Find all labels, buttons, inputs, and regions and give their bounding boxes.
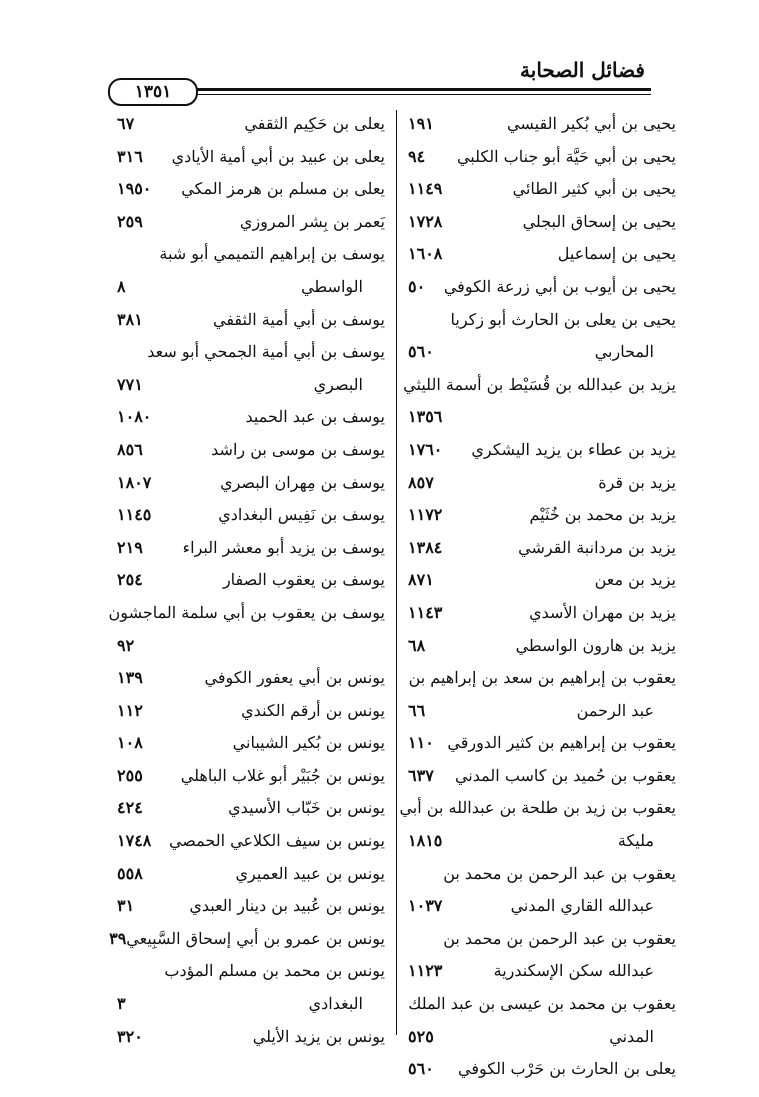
entry-page-number: ٣١٦: [117, 146, 143, 166]
entry-name: يزيد بن معن: [594, 570, 676, 590]
page-header: [108, 58, 651, 108]
entry-page-number: ٣٨١: [117, 309, 143, 329]
entry-page-number: ٥٢٥: [408, 1026, 434, 1046]
entry-page-number: ١٧٤٨: [117, 831, 152, 851]
index-entry: [408, 505, 676, 538]
index-entry: [408, 538, 676, 571]
index-entry: [408, 1027, 676, 1060]
entry-page-number: ٢٥٩: [117, 211, 143, 231]
index-entry: [117, 244, 385, 277]
entry-name: يونس بن أبي يعفور الكوفي: [204, 668, 385, 688]
entry-name: يونس بن جُبَيْر أبو غلاب الباهلي: [180, 765, 385, 785]
entry-page-number: ١١٢: [117, 700, 143, 720]
entry-page-number: ١٧٢٨: [408, 211, 443, 231]
index-column-right: [399, 114, 676, 1092]
entry-name: يزيد بن عبدالله بن قُسَيْط بن أسمة الليثي: [403, 374, 676, 394]
index-entry: [117, 277, 385, 310]
index-entry: [117, 440, 385, 473]
index-entry: [117, 864, 385, 897]
entry-page-number: ١١٤٣: [408, 602, 443, 622]
entry-name: يعقوب بن إبراهيم بن كثير الدورقي: [447, 733, 676, 753]
index-entry: [117, 896, 385, 929]
entry-name: يوسف بن يعقوب بن أبي سلمة الماجشون: [108, 602, 385, 622]
entry-page-number: ١١٤٥: [117, 505, 152, 525]
index-entry: [109, 928, 385, 962]
entry-name: يونس بن سيف الكلاعي الحمصي: [168, 831, 385, 851]
entry-page-number: ١٣٨٤: [408, 537, 443, 557]
index-entry: [408, 473, 676, 506]
entry-name: يحيى بن إسماعيل: [557, 244, 676, 264]
entry-name: يوسف بن أبي أمية الجمحي أبو سعد: [147, 342, 385, 362]
index-entry: [117, 668, 385, 701]
entry-page-number: ٣٢٠: [117, 1026, 143, 1046]
entry-name: يونس بن يزيد الأيلي: [252, 1026, 385, 1046]
entry-page-number: ٦٨: [408, 635, 426, 655]
index-entry: [117, 961, 385, 994]
index-entry: [408, 310, 676, 343]
entry-page-number: ١١٠: [408, 733, 434, 753]
entry-page-number: ٢٥٤: [117, 570, 143, 590]
entry-name: يونس بن عُبيد بن دينار العبدي: [189, 896, 385, 916]
index-entry: [117, 407, 385, 440]
entry-name: يعقوب بن إبراهيم بن سعد بن إبراهيم بن: [408, 668, 676, 688]
index-entry: [408, 636, 676, 669]
entry-name: يونس بن محمد بن مسلم المؤدب: [164, 961, 385, 981]
column-divider: [396, 110, 397, 1035]
entry-name: يحيى بن يعلى بن الحارث أبو زكريا: [450, 309, 676, 329]
entry-page-number: ٩٢: [117, 635, 135, 655]
index-entry: [108, 602, 385, 636]
entry-name: يحيى بن أبي بُكير القيسي: [507, 114, 676, 133]
index-entry: [408, 1059, 676, 1092]
page-number: ١٣٥١: [108, 78, 198, 106]
index-column-left: [108, 114, 385, 1059]
index-entry: [408, 570, 676, 603]
index-entry: [117, 570, 385, 603]
entry-page-number: ٥٠: [408, 276, 426, 296]
entry-name: يحيى بن أيوب بن أبي زرعة الكوفي: [443, 276, 676, 296]
index-entry: [408, 440, 676, 473]
entry-page-number: ١٠٨: [117, 733, 143, 753]
index-entry: [408, 864, 676, 897]
entry-page-number: ١٣٥٦: [408, 407, 443, 427]
entry-page-number: ١١٢٣: [408, 961, 443, 981]
entry-page-number: ٣٩: [109, 928, 127, 948]
entry-name: البصري: [313, 374, 363, 394]
entry-name: يعقوب بن زيد بن طلحة بن عبدالله بن أبي: [399, 798, 676, 818]
entry-page-number: ٤٢٤: [117, 798, 143, 818]
entry-name: يوسف بن يعقوب الصفار: [222, 570, 385, 590]
entry-name: يحيى بن أبي كثير الطائي: [512, 179, 676, 199]
index-entry: [408, 212, 676, 245]
entry-name: يوسف بن مِهران البصري: [220, 472, 385, 492]
entry-name: يزيد بن مردانبة القرشي: [518, 537, 676, 557]
entry-page-number: ٢١٩: [117, 537, 143, 557]
entry-name: يعلى بن الحارث بن حَرْب الكوفي: [458, 1059, 676, 1079]
entry-page-number: ١٦٠٨: [408, 244, 443, 264]
index-entry: [408, 114, 676, 147]
index-entry: [408, 668, 676, 701]
entry-name: يزيد بن قرة: [598, 472, 676, 492]
entry-name: يزيد بن محمد بن خُثَيْم: [529, 505, 676, 525]
index-entry: [117, 212, 385, 245]
index-entry: [117, 375, 385, 408]
entry-name: عبدالله سكن الإسكندرية: [493, 961, 654, 981]
index-entry: [403, 374, 676, 408]
entry-page-number: ٨: [117, 276, 126, 296]
index-entry: [117, 114, 385, 147]
index-entry: [117, 505, 385, 538]
entry-page-number: ١٠٣٧: [408, 896, 443, 916]
entry-page-number: ٧٧١: [117, 374, 143, 394]
entry-page-number: ١٧٦٠: [408, 439, 443, 459]
entry-name: يعلى بن عبيد بن أبي أمية الأيادي: [171, 146, 385, 166]
entry-name: المحاربي: [594, 342, 654, 362]
index-entry: [117, 179, 385, 212]
index-entry: [408, 831, 676, 864]
entry-name: يوسف بن موسى بن راشد: [211, 439, 385, 459]
entry-name: المدني: [609, 1026, 654, 1046]
index-entry: [117, 733, 385, 766]
entry-name: يوسف بن يزيد أبو معشر البراء: [182, 537, 385, 557]
index-entry: [117, 994, 385, 1027]
entry-page-number: ٦٧: [117, 114, 135, 133]
entry-name: يحيى بن أبي حَيَّة أبو جناب الكلبي: [456, 146, 676, 166]
entry-page-number: ٦٦: [408, 700, 426, 720]
entry-page-number: ١٣٩: [117, 668, 143, 688]
header-rule-thin: [194, 94, 651, 95]
entry-page-number: ٥٦٠: [408, 342, 434, 362]
entry-page-number: ١٩١: [408, 114, 434, 133]
entry-name: يزيد بن عطاء بن يزيد اليشكري: [471, 439, 676, 459]
entry-page-number: ٣١: [117, 896, 135, 916]
entry-name: يوسف بن إبراهيم التميمي أبو شبة: [159, 244, 385, 264]
index-entry: [117, 701, 385, 734]
entry-name: الواسطي: [301, 276, 363, 296]
entry-page-number: ٦٣٧: [408, 765, 434, 785]
index-entry: [117, 538, 385, 571]
entry-page-number: ١٠٨٠: [117, 407, 152, 427]
index-entry: [117, 147, 385, 180]
entry-name: يَعمر بن بِشر المروزي: [239, 211, 385, 231]
index-entry: [117, 831, 385, 864]
entry-page-number: ١٩٥٠: [117, 179, 152, 199]
entry-name: عبدالله القاري المدني: [510, 896, 654, 916]
index-entry: [117, 636, 385, 669]
entry-page-number: ٥٥٨: [117, 863, 143, 883]
index-entry: [408, 994, 676, 1027]
index-entry: [408, 342, 676, 375]
entry-name: يونس بن عمرو بن أبي إسحاق السَّبِيعي: [126, 928, 385, 948]
index-entry: [408, 277, 676, 310]
index-entry: [408, 896, 676, 929]
entry-name: يونس بن أرقم الكندي: [241, 700, 385, 720]
entry-page-number: ١١٤٩: [408, 179, 443, 199]
index-entry: [117, 473, 385, 506]
entry-name: يعقوب بن محمد بن عيسى بن عبد الملك: [408, 994, 676, 1014]
index-entry: [408, 244, 676, 277]
entry-name: يحيى بن إسحاق البجلي: [522, 211, 676, 231]
entry-page-number: ١٨٠٧: [117, 472, 152, 492]
entry-name: يعلى بن مسلم بن هرمز المكي: [181, 179, 385, 199]
entry-name: البغدادي: [308, 994, 363, 1014]
entry-name: يوسف بن عبد الحميد: [245, 407, 385, 427]
entry-page-number: ١٨١٥: [408, 831, 443, 851]
entry-page-number: ١١٧٢: [408, 505, 443, 525]
entry-name: يعقوب بن حُميد بن كاسب المدني: [454, 765, 676, 785]
entry-name: يعقوب بن عبد الرحمن بن محمد بن: [443, 928, 676, 948]
entry-name: يونس بن بُكير الشيباني: [232, 733, 385, 753]
entry-page-number: ٨٥٦: [117, 439, 143, 459]
entry-page-number: ٨٥٧: [408, 472, 434, 492]
entry-name: يعقوب بن عبد الرحمن بن محمد بن: [443, 863, 676, 883]
entry-page-number: ٨٧١: [408, 570, 434, 590]
index-entry: [117, 342, 385, 375]
index-entry: [408, 179, 676, 212]
index-entry: [408, 961, 676, 994]
index-entry: [117, 766, 385, 799]
index-entry: [408, 733, 676, 766]
entry-name: مليكة: [617, 831, 654, 851]
entry-page-number: ٢٥٥: [117, 765, 143, 785]
entry-name: يزيد بن مهران الأسدي: [529, 602, 676, 622]
index-entry: [117, 1027, 385, 1060]
entry-name: يونس بن خَبّاب الأسيدي: [228, 798, 385, 818]
running-title: فضائل الصحابة: [520, 58, 645, 82]
index-entry: [408, 603, 676, 636]
index-entry: [408, 407, 676, 440]
index-entry: [408, 766, 676, 799]
index-entry: [408, 701, 676, 734]
entry-name: يعلى بن حَكِيم الثقفي: [244, 114, 385, 133]
entry-name: يوسف بن أبي أمية الثقفي: [213, 309, 385, 329]
index-entry: [117, 310, 385, 343]
entry-name: يوسف بن نَفِيس البغدادي: [218, 505, 385, 525]
entry-name: يزيد بن هارون الواسطي: [515, 635, 676, 655]
entry-name: عبد الرحمن: [576, 700, 654, 720]
entry-page-number: ٩٤: [408, 146, 426, 166]
entry-page-number: ٥٦٠: [408, 1059, 434, 1079]
index-entry: [399, 798, 676, 831]
index-entry: [117, 798, 385, 831]
header-rule: [194, 88, 651, 91]
index-entry: [408, 147, 676, 180]
index-entry: [408, 929, 676, 962]
entry-page-number: ٣: [117, 994, 126, 1014]
entry-name: يونس بن عبيد العميري: [235, 863, 385, 883]
